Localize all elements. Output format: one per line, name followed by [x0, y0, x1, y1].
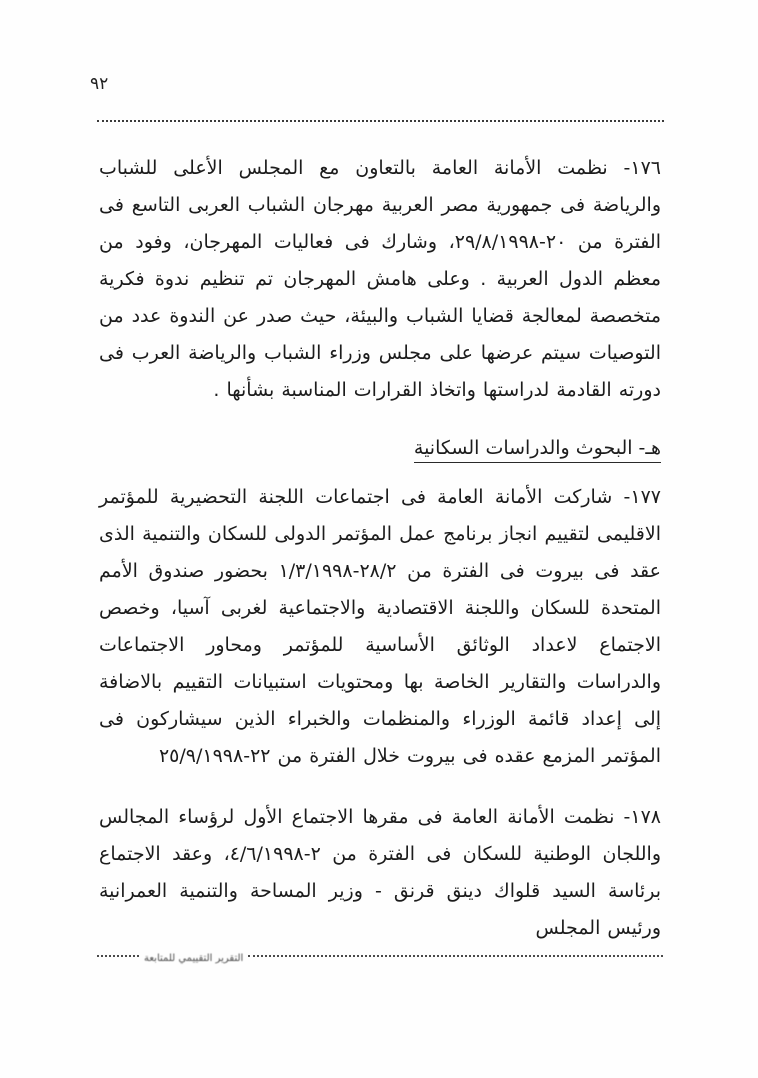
- paragraph-177-number: ١٧٧-: [623, 486, 661, 508]
- paragraph-178: [99, 799, 661, 947]
- paragraph-178-text: نظمت الأمانة العامة فى مقرها الاجتماع الأول لرؤساء المجالس واللجان الوطنية للسكان فى الفترة من ٢-٤/٦/١٩٩٨، وعقد الاجتماع برئاسة السيد قلواك دينق قرنق - وزير المساحة والتنمية العمرانية ورئيس المجلس: [99, 806, 661, 939]
- paragraph-176-text: نظمت الأمانة العامة بالتعاون مع المجلس الأعلى للشباب والرياضة فى جمهورية مصر العربية مهرجان الشباب العربى التاسع فى الفترة من ٢٠-٢٩/٨/١٩٩٨، وشارك فى فعاليات المهرجان، وفود من معظم الدول العربية . وعلى هامش المهرجان تم تنظيم ندوة فكرية متخصصة لمعالجة قضايا الشباب والبيئة، حيث صدر عن الندوة عدد من التوصيات سيتم عرضها على مجلس وزراء الشباب والرياضة العرب فى دورته القادمة لدراستها واتخاذ القرارات المناسبة بشأنها .: [99, 157, 661, 401]
- footer-divider-left: [97, 955, 139, 957]
- section-heading-text: هـ- البحوث والدراسات السكانية: [414, 437, 661, 463]
- paragraph-177: [99, 479, 661, 775]
- footer-divider: [248, 955, 663, 957]
- footer-stamp: التقرير التقييمي للمتابعة: [144, 953, 244, 964]
- paragraph-177-text: شاركت الأمانة العامة فى اجتماعات اللجنة التحضيرية للمؤتمر الاقليمى لتقييم انجاز برنامج عمل المؤتمر الدولى للسكان والتنمية الذى عقد فى بيروت فى الفترة من ٢٨/٢-١/٣/١٩٩٨ بحضور صندوق الأمم المتحدة للسكان واللجنة الاقتصادية والاجتماعية لغربى آسيا، وخصص الاجتماع لاعداد الوثائق الأساسية للمؤتمر ومحاور الاجتماعات والدراسات والتقارير الخاصة بها ومحتويات استبيانات التقييم بالاضافة إلى إعداد قائمة الوزراء والمنظمات والخبراء الذين سيشاركون فى المؤتمر المزمع عقده فى بيروت خلال الفترة من ٢٢-٢٥/٩/١٩٩٨: [99, 486, 661, 767]
- paragraph-178-number: ١٧٨-: [623, 806, 662, 828]
- paragraph-176: [99, 150, 661, 409]
- paragraph-176-number: ١٧٦-: [623, 157, 661, 179]
- page-footer: [97, 950, 663, 964]
- page-content: [99, 150, 661, 971]
- header-divider: [97, 120, 664, 122]
- page-number: ٩٢: [90, 74, 109, 94]
- section-heading: [99, 433, 661, 463]
